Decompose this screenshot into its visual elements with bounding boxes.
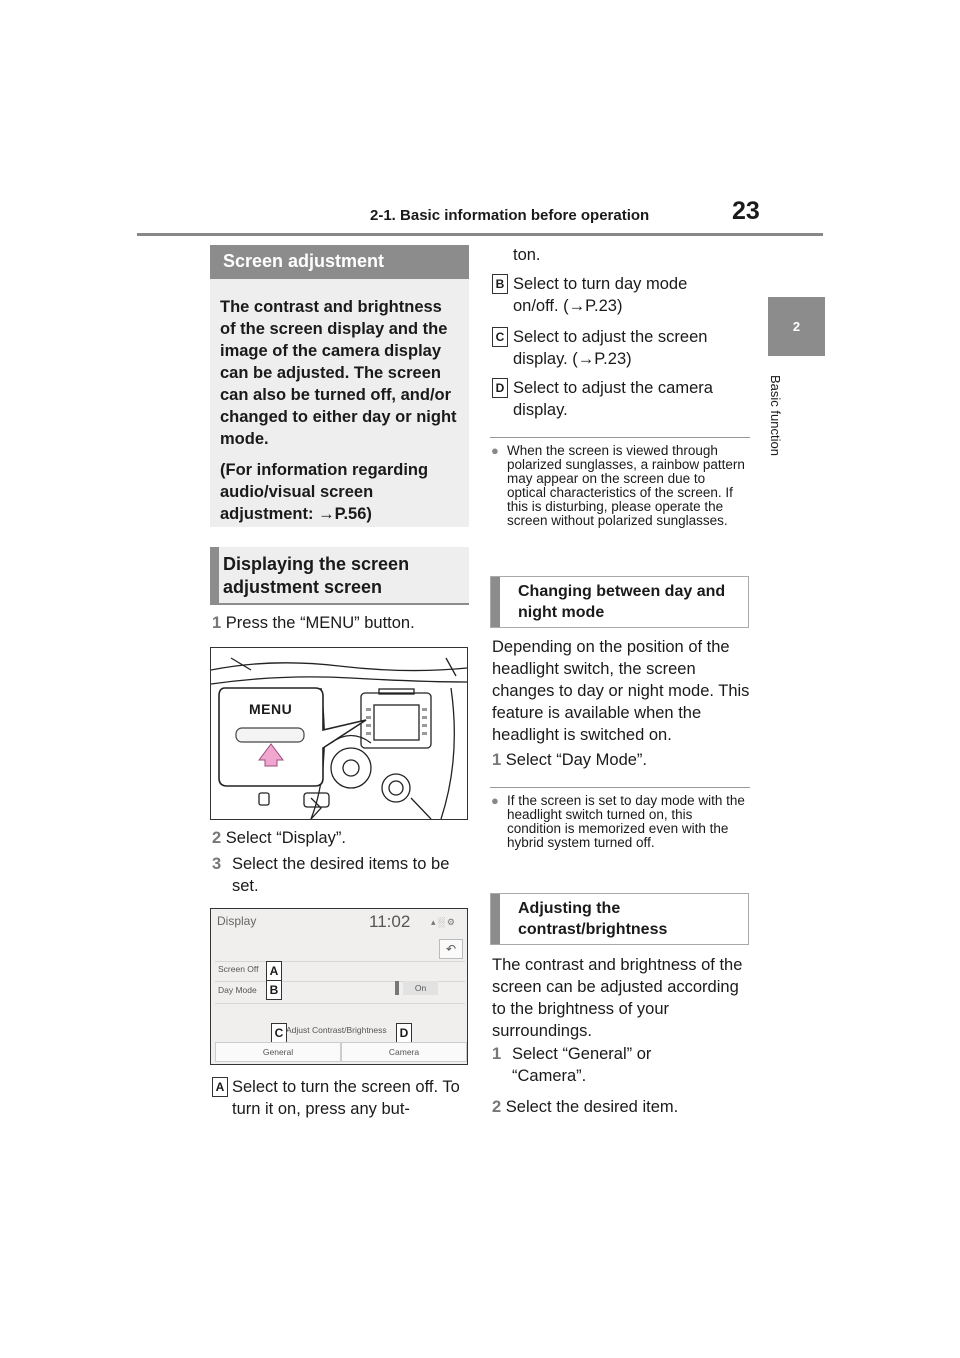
- subheading-contrast: [490, 893, 749, 945]
- header-rule: [137, 233, 823, 236]
- note-polarized: When the screen is viewed through polarized sunglasses, a rainbow pattern may appear on the screen due to optical characteristics of the screen. If this is disturbing, please operate the screen without polarized sunglasses.: [507, 443, 745, 528]
- dashboard-drawing: [211, 648, 467, 819]
- item-b-label: B: [492, 274, 508, 294]
- chapter-section-title: 2-1. Basic information before operation: [370, 207, 650, 224]
- step-number: 1: [492, 751, 502, 769]
- day-night-step: [492, 749, 750, 771]
- step-number: 2: [492, 1098, 502, 1116]
- step-number: 1: [212, 614, 222, 632]
- page-number: 23: [732, 197, 760, 225]
- day-mode-toggle[interactable]: On: [403, 981, 438, 995]
- note-divider: [490, 787, 750, 788]
- step-1: [212, 612, 472, 634]
- menu-button-label: MENU: [249, 701, 293, 717]
- adjust-contrast-item[interactable]: Adjust Contrast/Brightness: [286, 1025, 387, 1035]
- step-2: [212, 827, 472, 849]
- label-a: A: [266, 961, 282, 981]
- item-c-text: Select to adjust the screen display. (→P.23): [513, 328, 708, 368]
- label-b: B: [266, 980, 282, 1000]
- display-clock: 11:02: [369, 912, 411, 931]
- step-text: Select “Day Mode”.: [505, 751, 647, 769]
- dashboard-illustration: [210, 647, 468, 820]
- contrast-body: The contrast and brightness of the screen can be adjusted according to the brightness of your surroundings.: [492, 956, 743, 1040]
- item-c-label: C: [492, 327, 508, 347]
- intro-paragraph: The contrast and brightness of the screen display and the image of the camera display can be adjusted. The screen can also be turned off, and/or changed to either day or night mode.: [220, 298, 457, 448]
- chapter-tab: 2: [768, 297, 825, 356]
- label-d: D: [396, 1023, 412, 1043]
- display-title: Display: [217, 914, 257, 928]
- section-title: Screen adjustment: [210, 245, 469, 279]
- screen-off-item[interactable]: Screen Off: [218, 964, 259, 974]
- step-number: 3: [212, 855, 222, 873]
- subheading-day-night: [490, 576, 749, 628]
- step-3: [212, 853, 452, 897]
- note-bullet: ●: [491, 793, 499, 808]
- contrast-step-1: [492, 1043, 742, 1087]
- note-divider: [490, 437, 750, 438]
- step-text: Select the desired item.: [505, 1098, 679, 1116]
- subheading-title: Changing between day and night mode: [518, 583, 726, 621]
- tab-general[interactable]: General: [215, 1042, 341, 1062]
- day-mode-item[interactable]: Day Mode: [218, 985, 257, 995]
- item-d-text: Select to adjust the camera display.: [513, 379, 713, 419]
- item-b-text: Select to turn day mode on/off. (→P.23): [513, 275, 688, 315]
- subsection-heading: [210, 547, 469, 605]
- item-a-label: A: [212, 1077, 228, 1097]
- chapter-tab-label: Basic function: [768, 375, 783, 456]
- step-text: Select “General” or “Camera”.: [512, 1045, 652, 1085]
- note-bullet: ●: [491, 443, 499, 458]
- subsection-title: Displaying the screen adjustment screen: [223, 554, 410, 597]
- subheading-title: Adjusting the contrast/brightness: [518, 900, 668, 938]
- day-night-body: Depending on the position of the headlight switch, the screen changes to day or night mode. This feature is available when the headlight is switched on.: [492, 638, 750, 744]
- heading-bar: [491, 894, 500, 944]
- intro-reference: (For information regarding audio/visual screen adjustment: →P.56): [220, 461, 429, 523]
- item-a-text: Select to turn the screen off. To turn it on, press any but-: [232, 1078, 460, 1118]
- contrast-step-2: [492, 1096, 742, 1118]
- label-c: C: [271, 1023, 287, 1043]
- tab-camera[interactable]: Camera: [341, 1042, 467, 1062]
- item-d-label: D: [492, 378, 508, 398]
- step-text: Select “Display”.: [225, 829, 346, 847]
- heading-bar: [210, 547, 219, 603]
- step-text: Select the desired items to be set.: [232, 855, 450, 895]
- step-number: 1: [492, 1045, 502, 1063]
- back-icon[interactable]: ↶: [439, 939, 463, 959]
- status-icons: ▴ ░ ⚙: [431, 917, 455, 927]
- step-text: Press the “MENU” button.: [225, 614, 415, 632]
- heading-bar: [491, 577, 500, 627]
- intro-box: [210, 279, 469, 527]
- item-a-continued: ton.: [513, 246, 541, 264]
- note-day-mode: If the screen is set to day mode with the headlight switch turned on, this condition is memorized even with the hybrid system turned off.: [507, 793, 745, 850]
- step-number: 2: [212, 829, 222, 847]
- display-screen-image: [210, 908, 468, 1065]
